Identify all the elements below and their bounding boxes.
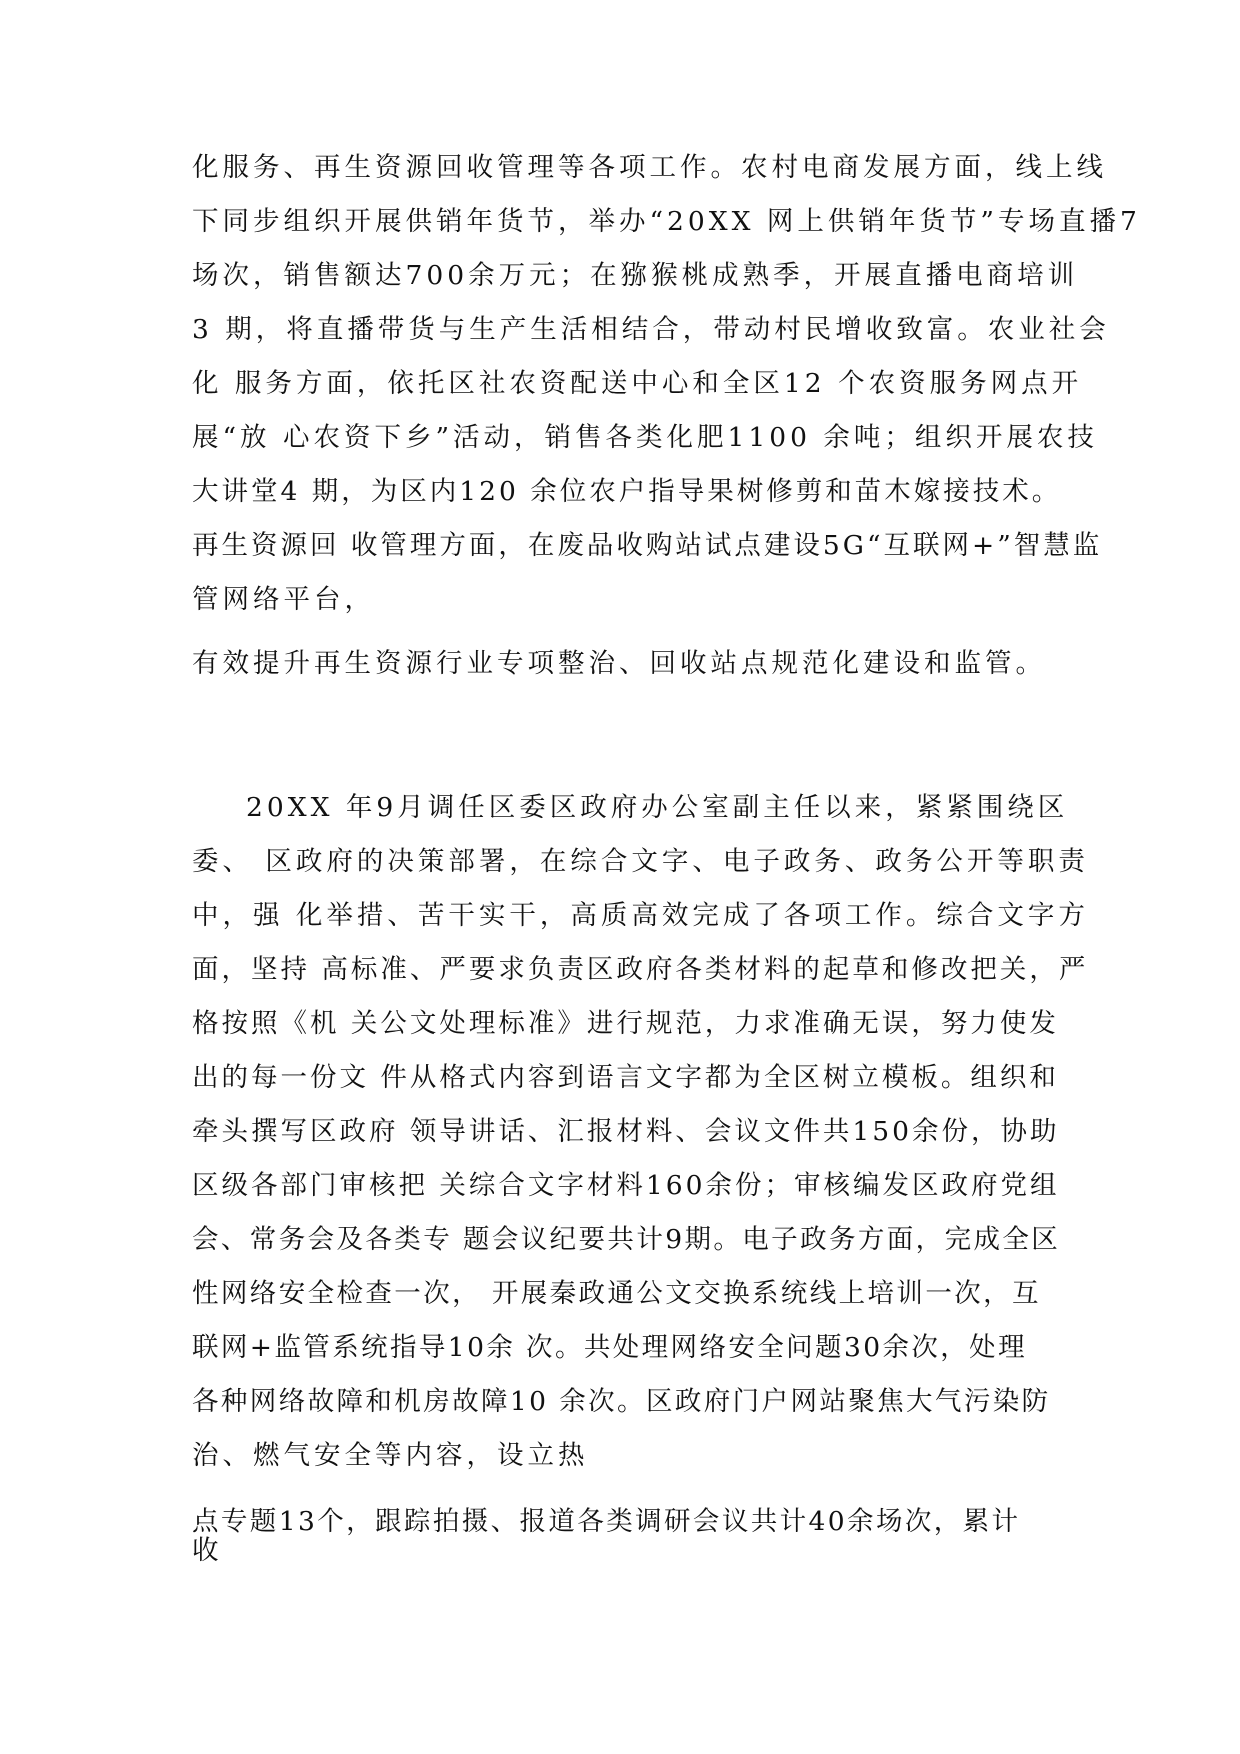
text-line: 有效提升再生资源行业专项整治、回收站点规范化建设和监管。 [192,648,1046,679]
text-line: 面，坚持 高标准、严要求负责区政府各类材料的起草和修改把关，严 [192,954,1089,985]
text-line: 3 期，将直播带货与生产生活相结合，带动村民增收致富。农业社会 [192,314,1110,345]
text-line: 治、燃气安全等内容，设立热 [192,1440,589,1471]
text-line: 联网+监管系统指导10余 次。共处理网络安全问题30余次，处理 [192,1332,1027,1363]
text-line: 20XX 年9月调任区委区政府办公室副主任以来，紧紧围绕区 [246,792,1069,823]
text-line: 区级各部门审核把 关综合文字材料160余份；审核编发区政府党组 [192,1170,1060,1201]
text-line: 各种网络故障和机房故障10 余次。区政府门户网站聚焦大气污染防 [192,1386,1051,1417]
text-line: 管网络平台， [192,584,375,615]
text-line: 点专题13个，跟踪拍摄、报道各类调研会议共计40余场次，累计 [192,1506,1021,1537]
text-line: 下同步组织开展供销年货节，举办“20XX 网上供销年货节”专场直播7 [192,206,1141,237]
text-line: 中，强 化举措、苦干实干，高质高效完成了各项工作。综合文字方 [192,900,1089,931]
text-line: 会、常务会及各类专 题会议纪要共计9期。电子政务方面，完成全区 [192,1224,1061,1255]
text-line: 再生资源回 收管理方面，在废品收购站试点建设5G“互联网+”智慧监 [192,530,1103,561]
text-line: 委、 区政府的决策部署，在综合文字、电子政务、政务公开等职责 [192,846,1089,877]
text-line: 展“放 心农资下乡”活动，销售各类化肥1100 余吨；组织开展农技 [192,422,1098,453]
text-line: 收 [192,1535,223,1566]
text-line: 性网络安全检查一次， 开展秦政通公文交换系统线上培训一次，互 [192,1278,1041,1309]
text-line: 大讲堂4 期，为区内120 余位农户指导果树修剪和苗木嫁接技术。 [192,476,1062,507]
text-line: 场次，销售额达700余万元；在猕猴桃成熟季，开展直播电商培训 [192,260,1079,291]
text-line: 牵头撰写区政府 领导讲话、汇报材料、会议文件共150余份，协助 [192,1116,1060,1147]
text-line: 化 服务方面，依托区社农资配送中心和全区12 个农资服务网点开 [192,368,1083,399]
text-line: 化服务、再生资源回收管理等各项工作。农村电商发展方面，线上线 [192,152,1107,183]
text-line: 格按照《机 关公文处理标准》进行规范，力求准确无误，努力使发 [192,1008,1059,1039]
text-line: 出的每一份文 件从格式内容到语言文字都为全区树立模板。组织和 [192,1062,1059,1093]
